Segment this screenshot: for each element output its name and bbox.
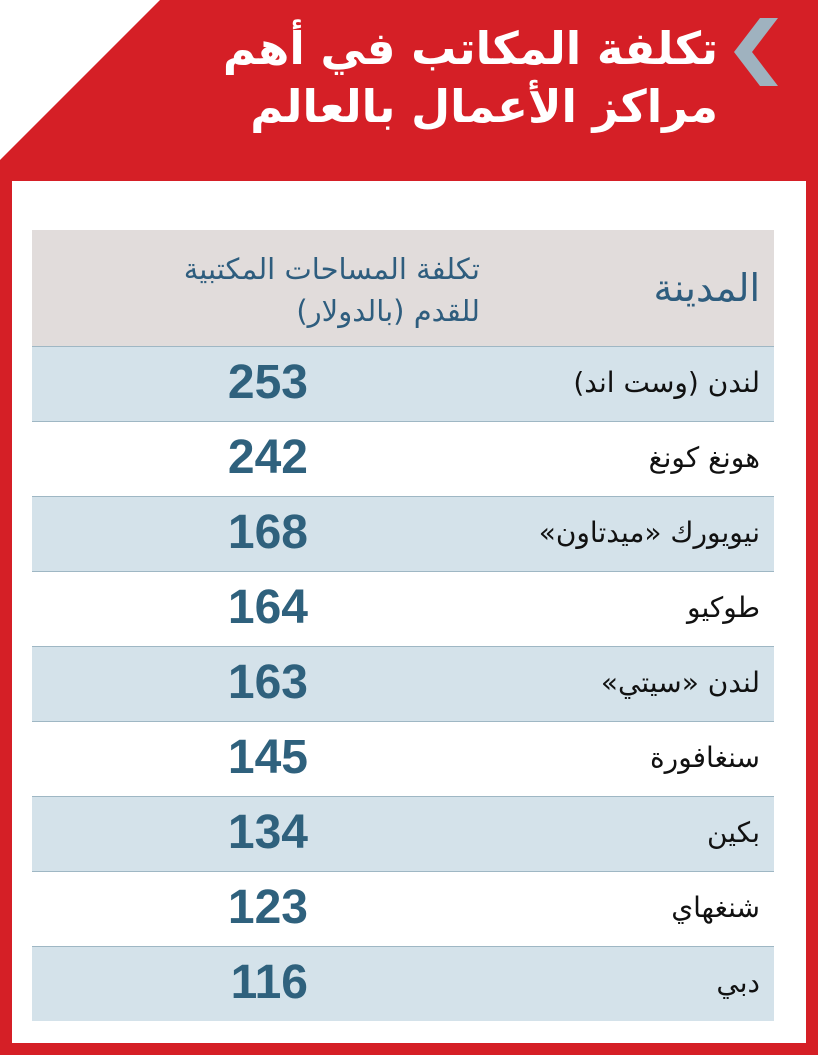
table-row [32,871,774,946]
chart-title [78,20,718,136]
title-line-2: مراكز الأعمال بالعالم [250,80,718,133]
cost-value: 145 [227,731,308,784]
table-row [32,646,774,721]
cost-value: 163 [227,656,308,709]
city-name: هونغ كونغ [648,441,760,474]
city-name: بكين [706,816,760,849]
column-header-city: المدينة [653,266,760,310]
city-name: سنغافورة [650,741,760,774]
city-name: لندن (وست اند) [573,366,760,399]
table-row [32,421,774,496]
table-row [32,346,774,421]
city-name: شنغهاي [671,891,760,924]
table-row [32,796,774,871]
cost-value: 242 [227,431,308,484]
city-name: نيويورك «ميدتاون» [538,516,760,549]
cost-value: 134 [227,806,308,859]
cost-table [32,230,774,1026]
table-row [32,946,774,1021]
table-row [32,571,774,646]
city-name: لندن «سيتي» [600,666,760,699]
title-line-1: تكلفة المكاتب في أهم [222,22,718,75]
cost-value: 123 [227,881,308,934]
column-header-cost-line-1: تكلفة المساحات المكتبية [183,252,480,286]
table-row [32,721,774,796]
cost-value: 116 [230,956,308,1009]
cost-value: 168 [227,506,308,559]
cost-value: 164 [227,581,308,634]
cost-value: 253 [227,356,308,409]
city-name: طوكيو [687,591,760,624]
column-header-cost [60,248,480,332]
table-row [32,496,774,571]
city-name: دبي [716,966,760,999]
column-header-cost-line-2: للقدم (بالدولار) [296,294,480,328]
table-header [32,230,774,346]
